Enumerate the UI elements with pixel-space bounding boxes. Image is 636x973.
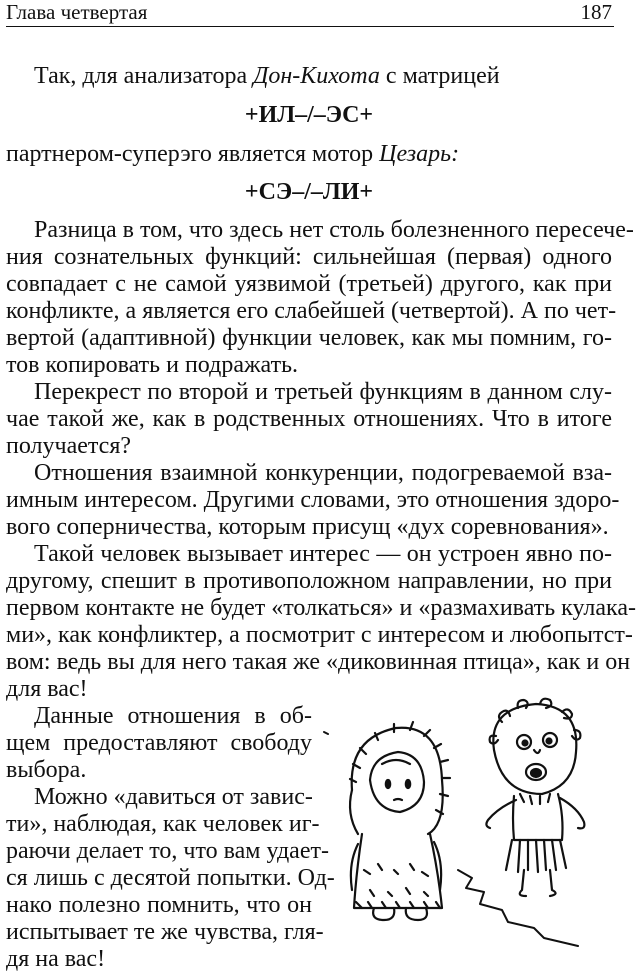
text-line: первом контакте не будет «толкаться» и «размахивать кулака-	[6, 595, 636, 621]
text-line: получается?	[6, 433, 132, 459]
text-line: Перекрест по второй и третьей функциям в данном слу-	[34, 379, 612, 405]
text-line: Данные отношения в об-	[34, 703, 312, 729]
text-line: вертой (адаптивной) функции человек, как мы помним, го-	[6, 325, 612, 351]
cartoon-illustration	[318, 694, 618, 956]
text-line: щем предоставляют свободу	[6, 730, 312, 756]
text-line: Разница в том, что здесь нет столь болезненного пересече-	[34, 217, 634, 243]
text-line: ния сознательных функций: сильнейшая (первая) одного	[6, 244, 612, 270]
text-line: ти», наблюдая, как человек иг-	[6, 811, 320, 837]
text-line: Отношения взаимной конкуренции, подогреваемой вза-	[34, 460, 612, 486]
ground-crack	[458, 870, 578, 946]
text-line: имным интересом. Другими словами, это отношения здоро-	[6, 487, 620, 513]
text-line: ми», как конфликтер, а посмотрит с интересом и любопытст-	[6, 622, 633, 648]
sociotype-name: Цезарь:	[379, 141, 460, 167]
sociotype-name: Дон-Кихота	[253, 63, 380, 89]
intro-text: партнером-суперэго является мотор	[6, 141, 380, 167]
text-line: чае такой же, как в родственных отношениях. Что в итоге	[6, 406, 612, 432]
running-header	[6, 0, 614, 27]
formula-2: +СЭ–/–ЛИ+	[244, 179, 374, 205]
text-line: испытывает те же чувства, гля-	[6, 919, 324, 945]
text-line: тов копировать и подражать.	[6, 352, 299, 378]
intro-text: с матрицей	[379, 63, 500, 89]
formula-1: +ИЛ–/–ЭС+	[244, 102, 374, 128]
text-line: ся лишь с десятой попытки. Од-	[6, 865, 335, 891]
text-line: другому, спешит в противоположном направлении, но при	[6, 568, 612, 594]
text-line: совпадает с не самой уязвимой (третьей) другого, как при	[6, 271, 612, 297]
curly-haired-boy-figure	[486, 699, 584, 896]
intro-line-1	[6, 62, 612, 90]
text-line: вом: ведь вы для него такая же «диковинная птица», как и он	[6, 649, 631, 675]
text-line: для вас!	[6, 676, 88, 702]
intro-line-2	[6, 140, 612, 168]
text-line: вого соперничества, которым присущ «дух соревнования».	[6, 514, 609, 540]
text-line: нако полезно помнить, что он	[6, 892, 312, 918]
chapter-title: Глава четвертая	[6, 0, 148, 24]
text-line: дя на вас!	[6, 946, 106, 972]
page-number: 187	[580, 0, 612, 24]
text-line: Можно «давиться от завис-	[34, 784, 313, 810]
intro-text: Так, для анализатора	[34, 63, 254, 89]
hooded-girl-figure	[350, 722, 450, 920]
text-line: конфликте, а является его слабейшей (четвертой). А по чет-	[6, 298, 617, 324]
text-line: выбора.	[6, 757, 87, 783]
text-line: раючи делает то, что вам удает-	[6, 838, 329, 864]
text-line: Такой человек вызывает интерес — он устроен явно по-	[34, 541, 612, 567]
